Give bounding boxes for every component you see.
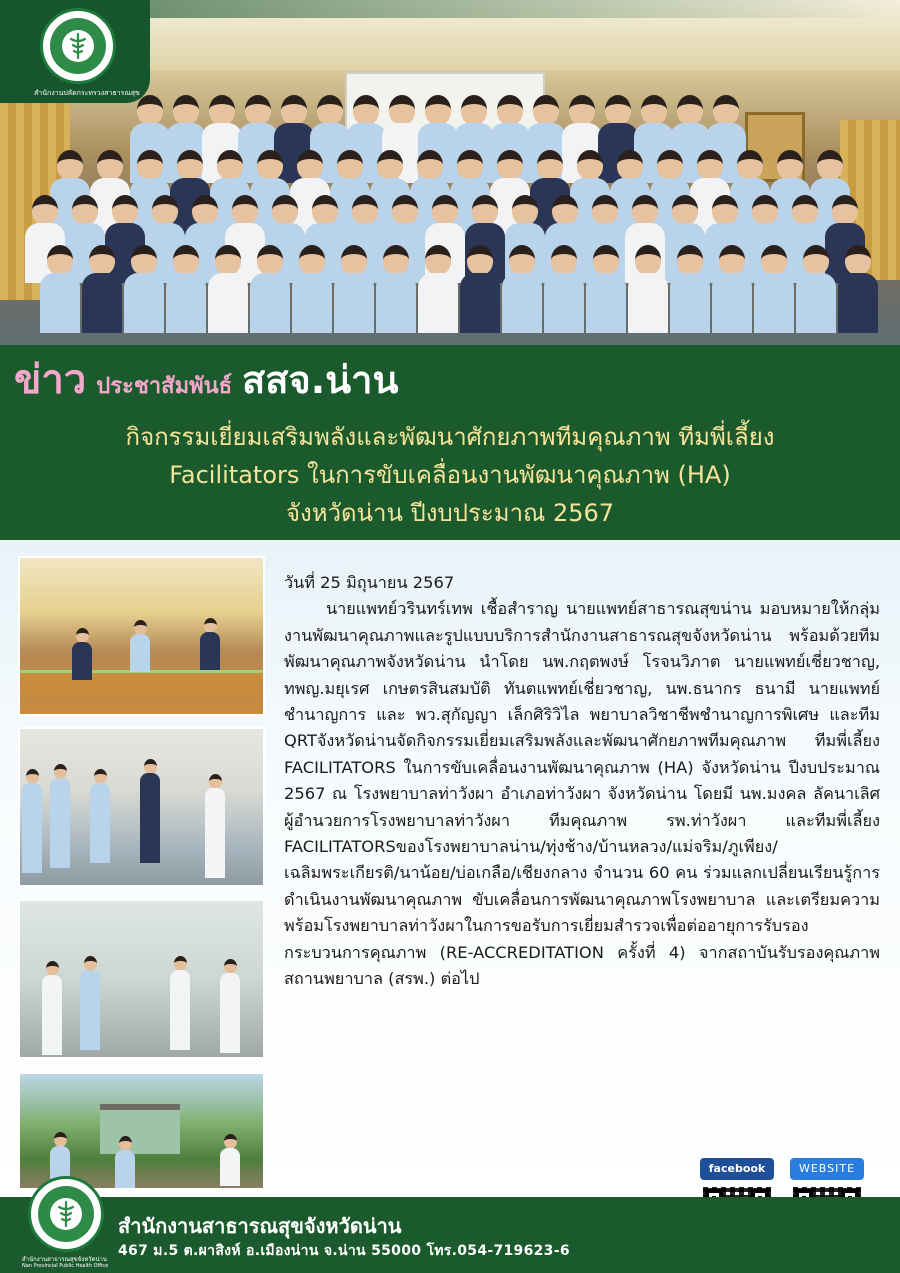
article-text (284, 570, 880, 993)
photo-person (42, 961, 62, 1055)
photo-person (82, 245, 122, 333)
photo-person (22, 769, 42, 873)
photo-person (124, 245, 164, 333)
headline-line-2: Facilitators ในการขับเคลื่อนงานพัฒนาคุณภาพ (HA) (169, 461, 731, 489)
photo-person (130, 620, 150, 672)
photo-person (712, 245, 752, 333)
activity-photo-meeting (18, 556, 265, 716)
photo-person (460, 245, 500, 333)
photo-person (502, 245, 542, 333)
caduceus-icon (48, 1196, 84, 1232)
photo-person (292, 245, 332, 333)
ministry-logo-caption: สำนักงานปลัดกระทรวงสาธารณสุข (34, 89, 140, 97)
title-pr: ประชาสัมพันธ์ (96, 374, 233, 399)
headline (0, 418, 900, 532)
office-logo-caption: สำนักงานสาธารณสุขจังหวัดน่าน (22, 1256, 108, 1263)
photo-table (20, 670, 265, 696)
photo-person (838, 245, 878, 333)
photo-person (544, 245, 584, 333)
photo-person (170, 956, 190, 1050)
photo-person (80, 956, 100, 1050)
headline-line-3: จังหวัดน่าน ปีงบประมาณ 2567 (285, 499, 615, 527)
article-date: วันที่ 25 มิถุนายน 2567 (284, 573, 455, 592)
photo-person (200, 618, 220, 670)
title-row (14, 357, 399, 412)
activity-photo-hallway (18, 899, 265, 1059)
group-photo (0, 0, 900, 345)
photo-crowd (20, 95, 880, 345)
office-logo (28, 1176, 104, 1252)
photo-person (418, 245, 458, 333)
photo-person (586, 245, 626, 333)
photo-person (220, 959, 240, 1053)
activity-photo-discussion (18, 727, 265, 887)
photo-person (140, 759, 160, 863)
office-logo-caption-en: Nan Provincial Public Health Office (22, 1263, 109, 1269)
photo-person (250, 245, 290, 333)
photo-person (796, 245, 836, 333)
footer-address: 467 ม.5 ต.ผาสิงห์ อ.เมืองน่าน จ.น่าน 55000 โทร.054-719623-6 (118, 1243, 570, 1259)
photo-person (115, 1136, 135, 1188)
ministry-logo (40, 8, 116, 84)
article-body: นายแพทย์วรินทร์เทพ เชื้อสำราญ นายแพทย์สาธารณสุขน่าน มอบหมายให้กลุ่มงานพัฒนาคุณภาพและรูปแบบบริการสำนักงานสาธารณสุขจังหวัดน่าน พร้อมด้วยทีมพัฒนาคุณภาพจังหวัดน่าน นำโดย นพ.กฤตพงษ์ โรจนวิภาต นายแพทย์เชี่ยวชาญ, ทพญ.มยุเรศ เกษตรสินสมบัติ ทันตแพทย์เชี่ยวชาญ, นพ.ธนากร ธนามี นายแพทย์ชำนาญการ และ พว.สุกัญญา เล็กศิริวิไล พยาบาลวิชาชีพชำนาญการพิเศษ และทีม QRTจังหวัดน่านจัดกิจกรรมเยี่ยมเสริมพลังและพัฒนาศักยภาพทีมคุณภาพ ทีมพี่เลี้ยง FACILITATORS ในการขับเคลื่อนงานพัฒนาคุณภาพ (HA) จังหวัดน่าน ปีงบประมาณ 2567 ณ โรงพยาบาลท่าวังผา อำเภอท่าวังผา จังหวัดน่าน โดยมี นพ.มงคล ลัคนาเลิศ ผู้อำนวยการโรงพยาบาลท่าวังผา ทีมคุณภาพ รพ.ท่าวังผา และทีมพี่เลี้ยง FACILITATORSของโรงพยาบาลน่าน/ทุ่งช้าง/บ้านหลวง/แม่จริม/ภูเพียง/เฉลิมพระเกียรติ/นาน้อย/บ่อเกลือ/เชียงกลาง จำนวน 60 คน ร่วมแลกเปลี่ยนเรียนรู้การดำเนินงานพัฒนาคุณภาพ ขับเคลื่อนการพัฒนาคุณภาพโรงพยาบาล และเตรียมความพร้อมโรงพยาบาลท่าวังผาในการขอรับการเยี่ยมสำรวจเพื่อต่ออายุการรับรองกระบวนการคุณภาพ (RE-ACCREDITATION ครั้งที่ 4) จากสถาบันรับรองคุณภาพสถานพยาบาล (สรพ.) ต่อไป (284, 599, 880, 989)
photo-person (376, 245, 416, 333)
photo-person (40, 245, 80, 333)
photo-person (670, 245, 710, 333)
photo-person (334, 245, 374, 333)
footer-org-name: สำนักงานสาธารณสุขจังหวัดน่าน (118, 1214, 402, 1238)
photo-person (72, 628, 92, 680)
photo-person (90, 769, 110, 863)
photo-person (50, 764, 70, 868)
photo-person (205, 774, 225, 878)
facebook-label[interactable]: facebook (700, 1158, 774, 1180)
ministry-logo-emblem-icon (50, 18, 106, 74)
header-strip (150, 0, 900, 18)
caduceus-icon (60, 28, 96, 64)
photo-building (100, 1104, 180, 1154)
photo-person (220, 1134, 240, 1186)
headline-line-1: กิจกรรมเยี่ยมเสริมพลังและพัฒนาศักยภาพทีมคุณภาพ ทีมพี่เลี้ยง (125, 423, 775, 451)
photo-person (628, 245, 668, 333)
photo-person (754, 245, 794, 333)
title-news: ข่าว (14, 357, 87, 403)
website-label[interactable]: WEBSITE (790, 1158, 864, 1180)
office-logo-emblem-icon (38, 1186, 94, 1242)
photo-person (208, 245, 248, 333)
photo-person (166, 245, 206, 333)
title-org: สสจ.น่าน (242, 358, 399, 402)
activity-photo-outdoor (18, 1072, 265, 1190)
